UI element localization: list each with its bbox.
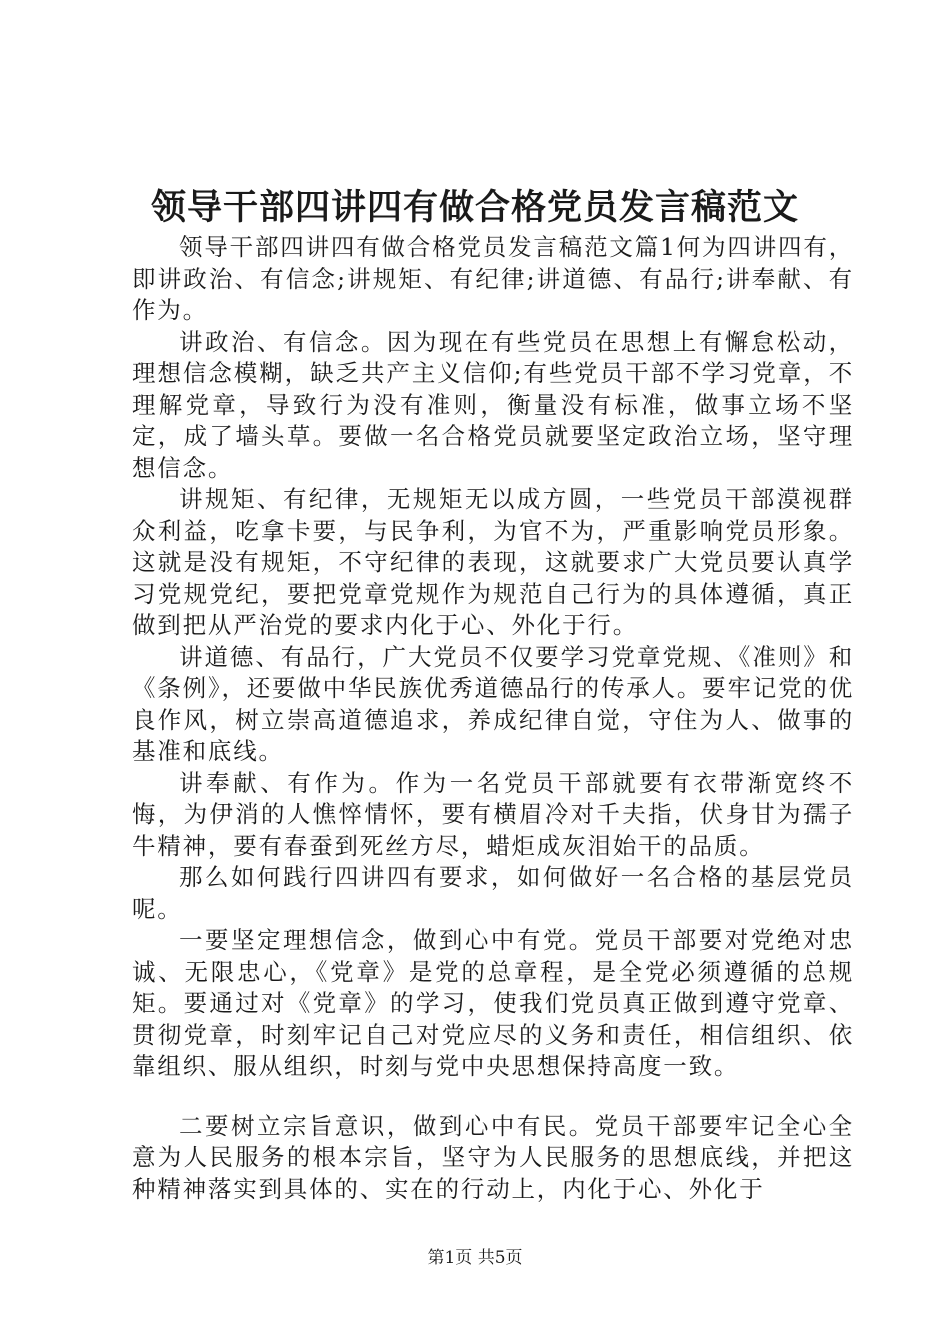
paragraph-dedication: 讲奉献、有作为。作为一名党员干部就要有衣带渐宽终不悔，为伊消的人憔悴情怀，要有横眉冷对千夫指，伏身甘为孺子牛精神，要有春蚕到死丝方尽，蜡炬成灰泪始干的品质。	[132, 768, 854, 860]
paragraph-rules: 讲规矩、有纪律，无规矩无以成方圆，一些党员干部漠视群众利益，吃拿卡要，与民争利，为官不为，严重影响党员形象。这就是没有规矩，不守纪律的表现，这就要求广大党员要认真学习党规党纪，要把党章党规作为规范自己行为的具体遵循，真正做到把从严治党的要求内化于心、外化于行。	[132, 485, 854, 639]
page-number-footer: 第1页 共5页	[427, 1248, 523, 1268]
paragraph-point-two: 二要树立宗旨意识，做到心中有民。党员干部要牢记全心全意为人民服务的根本宗旨，坚守为人民服务的思想底线，并把这种精神落实到具体的、实在的行动上，内化于心、外化于	[132, 1111, 854, 1203]
paragraph-point-one: 一要坚定理想信念，做到心中有党。党员干部要对党绝对忠诚、无限忠心，《党章》是党的总章程，是全党必须遵循的总规矩。要通过对《党章》的学习，使我们党员真正做到遵守党章、贯彻党章，时刻牢记自己对党应尽的义务和责任，相信组织、依靠组织、服从组织，时刻与党中央思想保持高度一致。	[132, 926, 854, 1080]
paragraph-morality: 讲道德、有品行，广大党员不仅要学习党章党规、《准则》和《条例》，还要做中华民族优秀道德品行的传承人。要牢记党的优良作风，树立崇高道德追求，养成纪律自觉，守住为人、做事的基准和底线。	[132, 642, 854, 765]
paragraph-intro: 领导干部四讲四有做合格党员发言稿范文篇1何为四讲四有，即讲政治、有信念;讲规矩、有纪律;讲道德、有品行;讲奉献、有作为。	[132, 233, 854, 324]
paragraph-politics: 讲政治、有信念。因为现在有些党员在思想上有懈怠松动，理想信念模糊，缺乏共产主义信仰;有些党员干部不学习党章，不理解党章，导致行为没有准则，衡量没有标准，做事立场不坚定，成了墙头草。要做一名合格党员就要坚定政治立场，坚守理想信念。	[132, 327, 854, 482]
paragraph-question: 那么如何践行四讲四有要求，如何做好一名合格的基层党员呢。	[132, 863, 854, 923]
document-title: 领导干部四讲四有做合格党员发言稿范文	[150, 187, 799, 228]
document-body	[132, 232, 854, 1205]
